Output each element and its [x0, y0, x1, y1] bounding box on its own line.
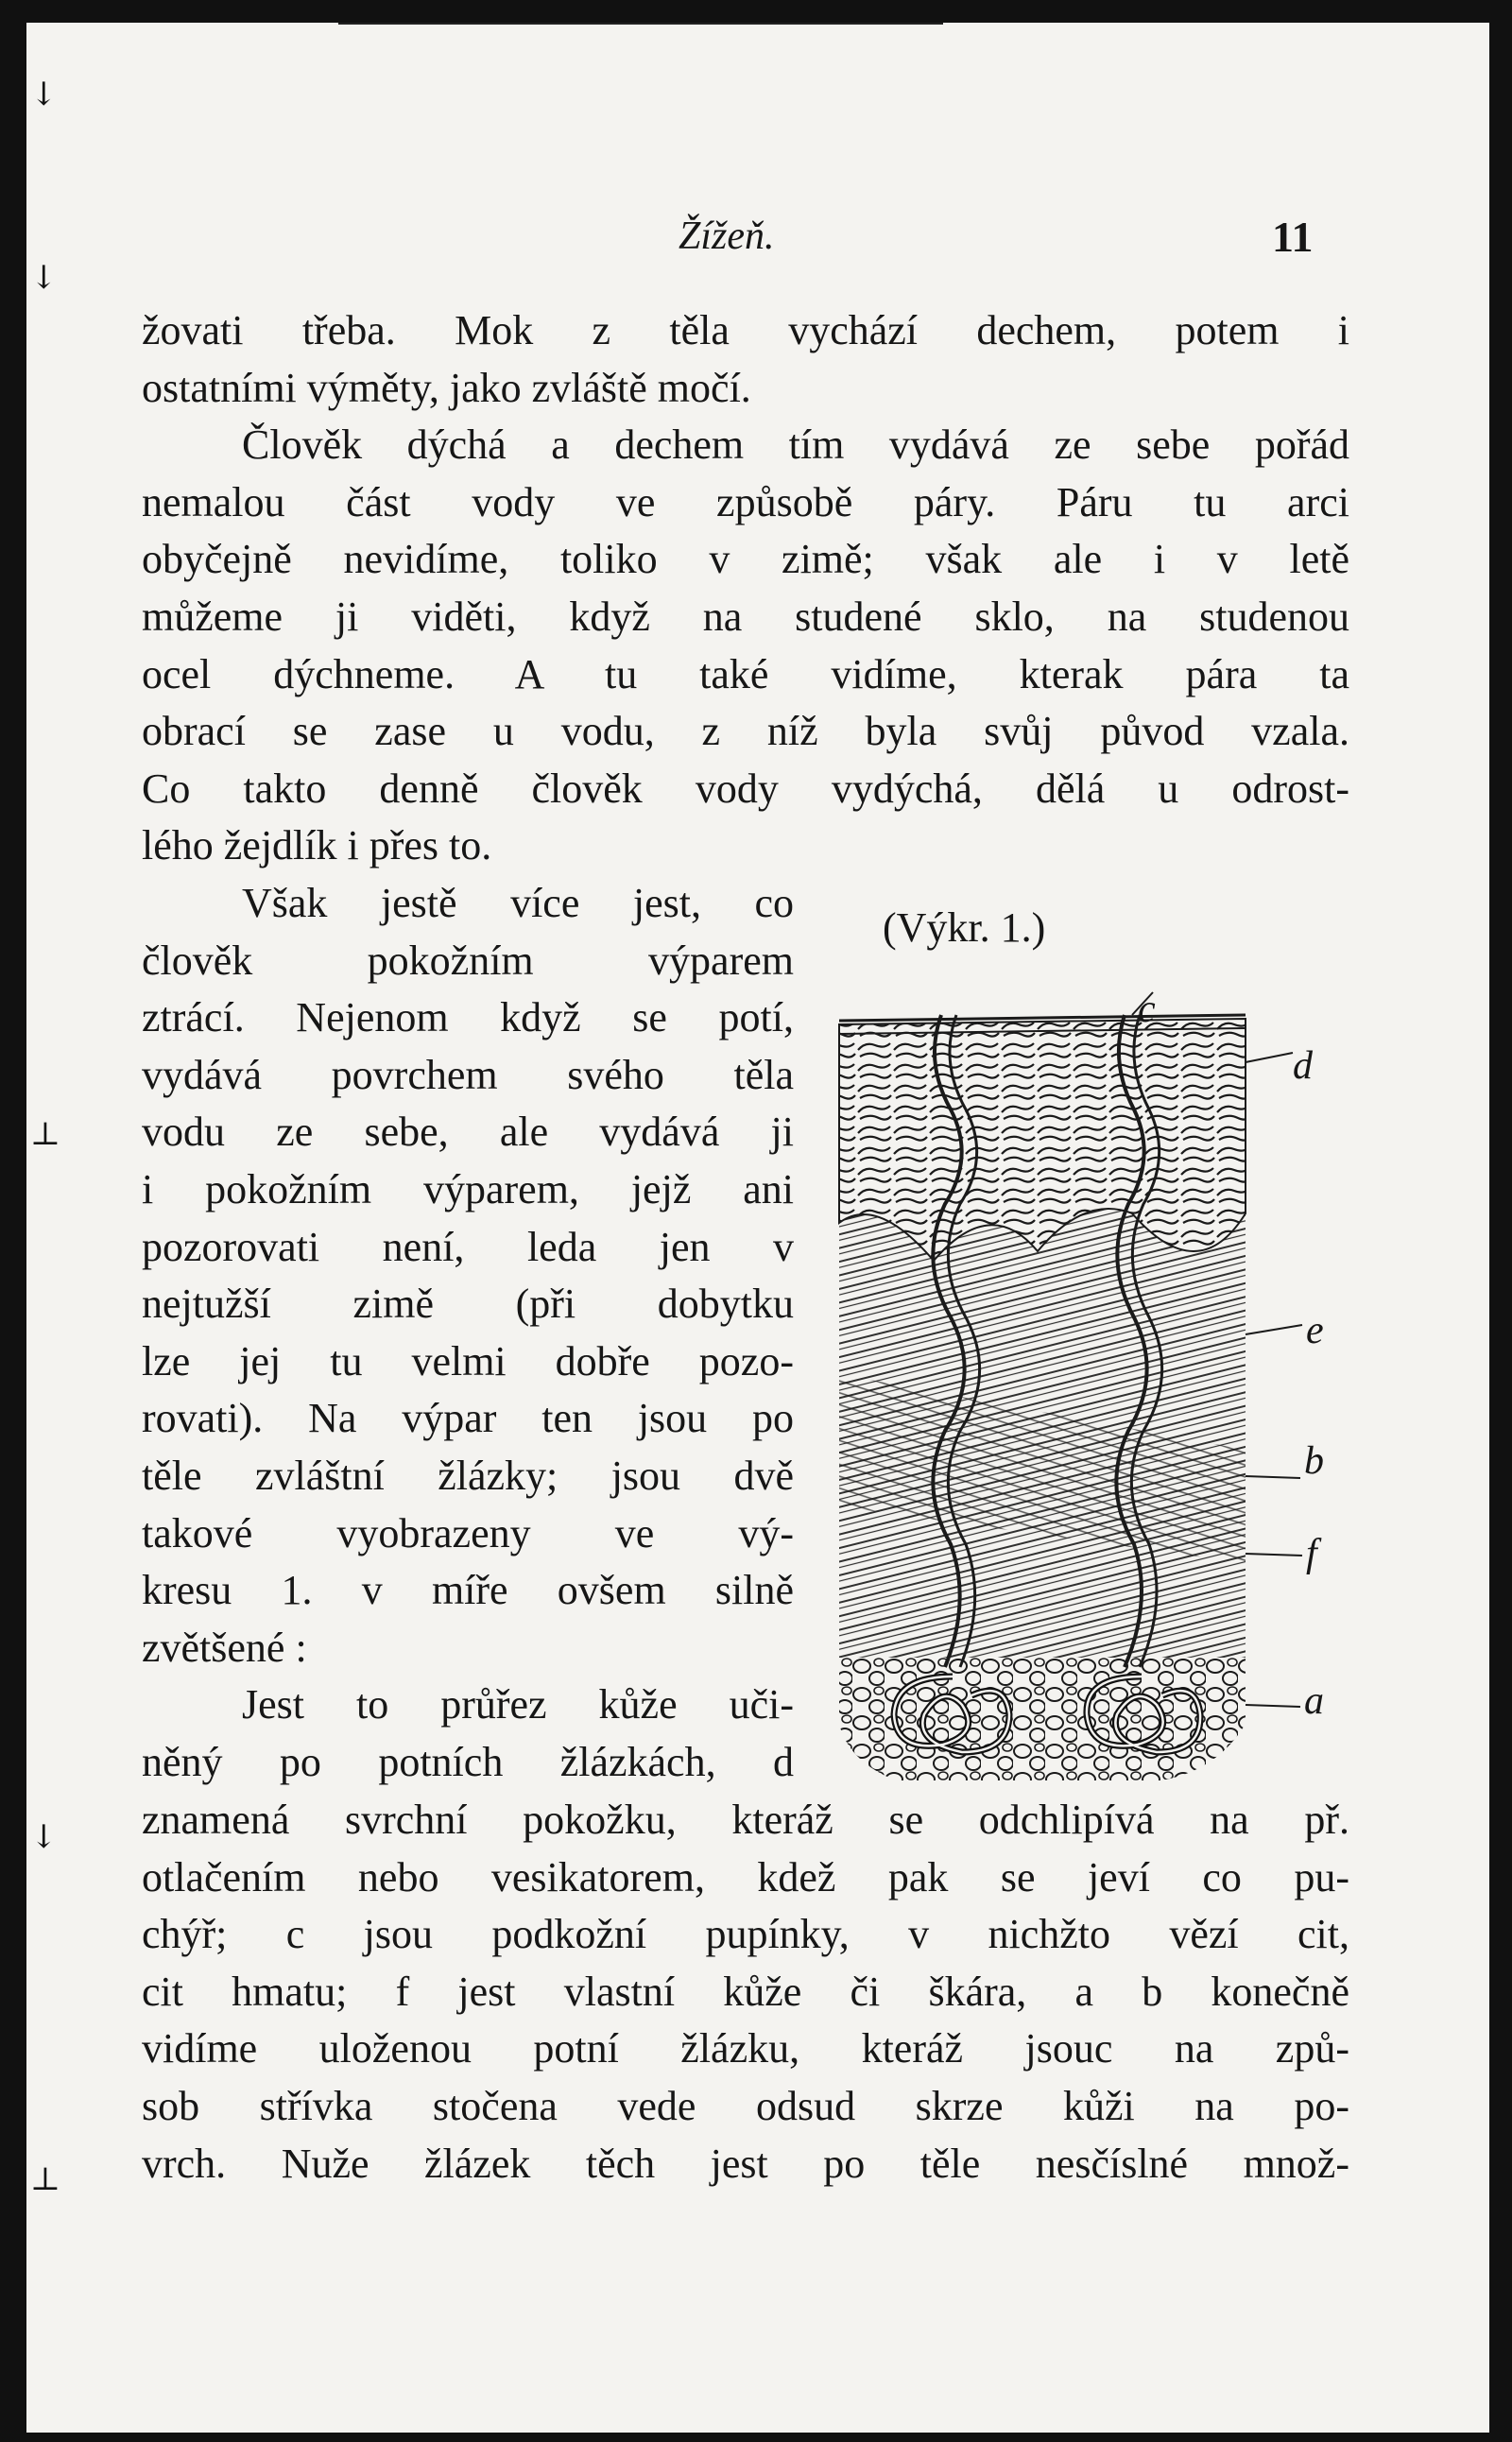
- figure-label-b: b: [1304, 1439, 1324, 1483]
- text-line: lze jej tu velmi dobře pozo-: [142, 1337, 794, 1384]
- skin-cross-section-figure: [820, 977, 1368, 1809]
- margin-mark: ⊥: [30, 2160, 60, 2198]
- text-line: i pokožním výparem, jejž ani: [142, 1165, 794, 1212]
- text-line: Jest to průřez kůže uči-: [242, 1681, 794, 1728]
- figure-label-e: e: [1306, 1309, 1324, 1352]
- text-block-top: [142, 302, 1349, 875]
- figure-label-c: c: [1138, 988, 1156, 1031]
- text-line: žovati třeba. Mok z těla vychází dechem, potem i: [142, 307, 1349, 353]
- margin-mark: ↓: [30, 259, 58, 297]
- book-page: [26, 23, 1489, 2433]
- text-line: ztrácí. Nejenom když se potí,: [142, 994, 794, 1041]
- text-line: ostatními výměty, jako zvláště močí.: [142, 364, 751, 411]
- text-line: Člověk dýchá a dechem tím vydává ze sebe pořád: [242, 421, 1349, 469]
- text-line: nemalou část vody ve způsobě páry. Páru tu arci: [142, 478, 1349, 525]
- text-line: těle zvláštní žlázky; jsou dvě: [142, 1452, 794, 1499]
- text-line: člověk pokožním výparem: [142, 937, 794, 984]
- text-block-column: [142, 875, 794, 1792]
- running-header-title: Žížeň.: [679, 215, 775, 258]
- text-line: lého žejdlík i přes to.: [142, 822, 492, 869]
- text-line: nejtužší zimě (při dobytku: [142, 1281, 794, 1328]
- margin-mark: ⊥: [30, 1115, 60, 1153]
- text-line: Však jestě více jest, co: [242, 880, 794, 926]
- figure-label-a: a: [1304, 1679, 1324, 1723]
- text-line: zvětšené :: [142, 1624, 307, 1671]
- text-line: Co takto denně člověk vody vydýchá, dělá u odrost-: [142, 765, 1349, 812]
- text-line: něný po potních žlázkách, d: [142, 1738, 794, 1785]
- text-line: obrací se zase u vodu, z níž byla svůj původ vzala.: [142, 708, 1349, 755]
- text-line: chýř; c jsou podkožní pupínky, v nichžto vězí cit,: [142, 1911, 1349, 1958]
- page-number: 11: [1272, 213, 1314, 261]
- text-line: vrch. Nuže žlázek těch jest po těle nesčíslné množ-: [142, 2140, 1349, 2187]
- text-line: kresu 1. v míře ovšem silně: [142, 1567, 794, 1614]
- text-line: vydává povrchem svého těla: [142, 1051, 794, 1098]
- text-line: rovati). Na výpar ten jsou po: [142, 1395, 794, 1442]
- margin-mark: ↓: [30, 76, 58, 113]
- text-line: sob střívka stočena vede odsud skrze kůži na po-: [142, 2082, 1349, 2129]
- text-line: ocel dýchneme. A tu také vidíme, kterak pára ta: [142, 650, 1349, 697]
- text-line: znamená svrchní pokožku, kteráž se odchlipívá na př.: [142, 1797, 1349, 1843]
- figure-caption: (Výkr. 1.): [883, 904, 1046, 951]
- text-line: cit hmatu; f jest vlastní kůže či škára, a b konečně: [142, 1968, 1349, 2015]
- text-line: můžeme ji viděti, když na studené sklo, na studenou: [142, 593, 1349, 640]
- margin-mark: ↓: [30, 1818, 58, 1856]
- text-line: vidíme uloženou potní žlázku, kteráž jsouc na způ-: [142, 2025, 1349, 2072]
- text-line: pozorovati není, leda jen v: [142, 1223, 794, 1270]
- text-line: vodu ze sebe, ale vydává ji: [142, 1109, 794, 1156]
- text-line: otlačením nebo vesikatorem, kdež pak se jeví co pu-: [142, 1853, 1349, 1900]
- text-block-bottom: [142, 1792, 1349, 2193]
- top-rule: [338, 23, 943, 25]
- figure-label-f: f: [1306, 1532, 1317, 1575]
- text-line: takové vyobrazeny ve vý-: [142, 1509, 794, 1556]
- figure-label-d: d: [1293, 1044, 1313, 1088]
- text-line: obyčejně nevidíme, toliko v zimě; však ale i v letě: [142, 536, 1349, 583]
